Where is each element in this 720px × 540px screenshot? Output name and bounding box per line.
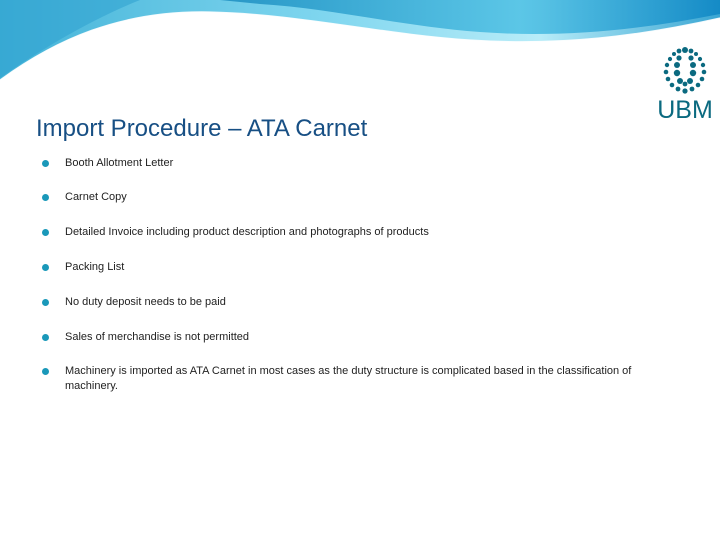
bullet-text: Packing List xyxy=(65,261,125,273)
logo-wordmark: UBM xyxy=(657,96,713,124)
slide-title: Import Procedure – ATA Carnet xyxy=(36,115,368,142)
circle-bullet-icon xyxy=(42,160,49,167)
bullet-text: Carnet Copy xyxy=(65,191,127,203)
circle-bullet-icon xyxy=(42,194,49,201)
header-wave-decoration xyxy=(0,0,720,95)
bullet-text: Detailed Invoice including product description and photographs of products xyxy=(65,226,429,238)
bullet-text: No duty deposit needs to be paid xyxy=(65,296,226,308)
circle-bullet-icon xyxy=(42,229,49,236)
circle-bullet-icon xyxy=(42,368,49,375)
circle-bullet-icon xyxy=(42,264,49,271)
circle-bullet-icon xyxy=(42,334,49,341)
ubm-dot-logo-icon xyxy=(652,44,718,94)
bullet-text: Sales of merchandise is not permitted xyxy=(65,331,250,343)
bullet-text: Booth Allotment Letter xyxy=(65,157,174,169)
bullet-text: Machinery is imported as ATA Carnet in most cases as the duty structure is complicated based in the classification of machinery. xyxy=(65,365,632,392)
ubm-logo xyxy=(652,44,718,126)
circle-bullet-icon xyxy=(42,299,49,306)
